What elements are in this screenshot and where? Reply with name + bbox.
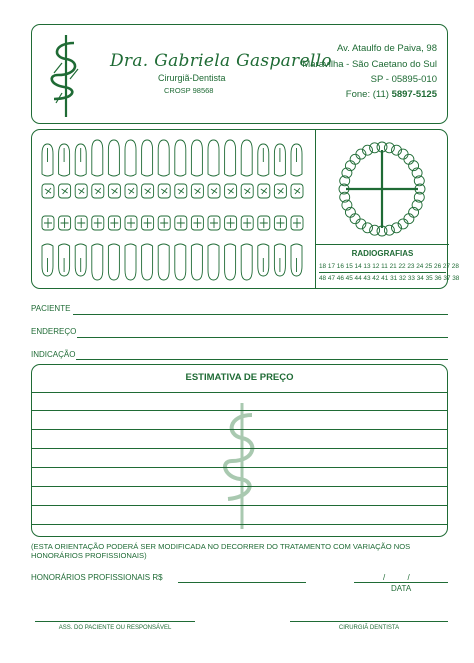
paciente-label: PACIENTE (31, 304, 71, 313)
date-label: DATA (391, 584, 412, 593)
dentist-signature-label: CIRURGIÃ DENTISTA (338, 625, 400, 631)
endereco-field[interactable] (77, 337, 448, 338)
address-line-2: Maravilha - São Caetano do Sul (302, 59, 437, 70)
doctor-name: Dra. Gabriela Gasparello (110, 51, 332, 71)
teeth-chart-icon (38, 134, 312, 284)
date-field[interactable] (354, 582, 448, 583)
treatment-note: (ESTA ORIENTAÇÃO PODERÁ SER MODIFICADA NO DECORRER DO TRATAMENTO COM VARIAÇÃO NOS HONORÁRIOS PROFISSIONAIS) (31, 542, 411, 560)
estimate-line-5 (32, 467, 447, 468)
estimate-line-6 (32, 486, 447, 487)
phone-number: 5897-5125 (391, 89, 437, 100)
estimate-line-2 (32, 410, 447, 411)
estimate-line-8 (32, 524, 447, 525)
estimate-line-7 (32, 505, 447, 506)
indicacao-field[interactable] (76, 359, 448, 360)
estimate-title: ESTIMATIVA DE PREÇO (185, 372, 294, 383)
paciente-field[interactable] (73, 314, 448, 315)
lower-tooth-numbers: 48 47 46 45 44 43 42 41 31 32 33 34 35 36 37 38 (319, 275, 460, 282)
upper-tooth-numbers: 18 17 16 15 14 13 12 11 21 22 23 24 25 26 27 28 (319, 263, 459, 270)
patient-signature-label: ASS. DO PACIENTE OU RESPONSÁVEL (58, 625, 172, 631)
estimate-line-1 (32, 392, 447, 393)
estimate-box (31, 364, 448, 537)
dental-arch-diagram-icon (330, 136, 434, 240)
header-box (31, 24, 448, 124)
estimate-line-4 (32, 448, 447, 449)
honorarios-field[interactable] (178, 582, 306, 583)
patient-signature-line[interactable] (35, 621, 195, 622)
phone (346, 89, 437, 100)
indicacao-label: INDICAÇÃO (31, 350, 76, 359)
dental-snake-watermark-icon (218, 401, 264, 531)
address-line-3: SP - 05895-010 (370, 74, 437, 85)
odontogram-box (31, 129, 460, 289)
cro-number: CROSP 98568 (164, 86, 214, 95)
radiografias-title: RADIOGRAFIAS (351, 249, 414, 258)
dentist-signature-line[interactable] (290, 621, 448, 622)
endereco-label: ENDEREÇO (31, 327, 77, 336)
honorarios-label: HONORÁRIOS PROFISSIONAIS R$ (31, 573, 163, 582)
radiografias-panel (316, 244, 460, 288)
estimate-line-3 (32, 429, 447, 430)
dental-snake-logo-icon (44, 33, 84, 119)
specialty: Cirurgiã-Dentista (158, 73, 226, 83)
phone-label: Fone: (11) (345, 89, 389, 100)
date-slashes: / / (383, 573, 410, 582)
address-line-1: Av. Ataulfo de Paiva, 98 (337, 43, 437, 54)
